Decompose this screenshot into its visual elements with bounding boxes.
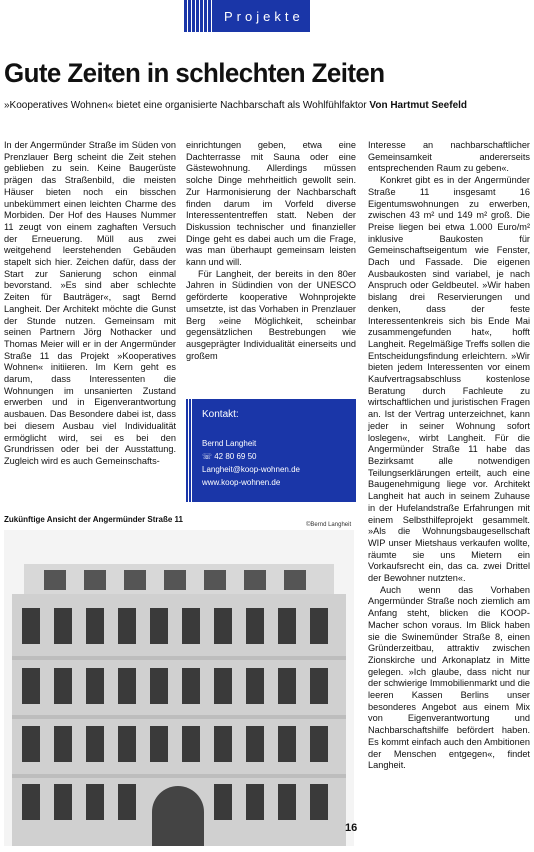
window bbox=[118, 608, 136, 644]
window bbox=[278, 608, 296, 644]
window bbox=[310, 784, 328, 820]
section-label: Projekte bbox=[224, 9, 304, 24]
dormer-window bbox=[124, 570, 146, 590]
window bbox=[54, 668, 72, 704]
dormer-window bbox=[44, 570, 66, 590]
window bbox=[182, 726, 200, 762]
section-band bbox=[184, 0, 310, 32]
window bbox=[278, 784, 296, 820]
page-number: 16 bbox=[345, 822, 358, 834]
dormer-window bbox=[244, 570, 266, 590]
window bbox=[150, 726, 168, 762]
window bbox=[278, 726, 296, 762]
contact-heading: Kontakt: bbox=[202, 409, 239, 420]
window bbox=[182, 668, 200, 704]
window bbox=[22, 784, 40, 820]
window bbox=[54, 784, 72, 820]
dormer-window bbox=[164, 570, 186, 590]
column-3 bbox=[368, 140, 530, 772]
window bbox=[54, 726, 72, 762]
window bbox=[246, 608, 264, 644]
photo-credit: ©Bernd Langheit bbox=[306, 522, 352, 528]
window bbox=[22, 608, 40, 644]
window bbox=[118, 668, 136, 704]
contact-name: Bernd Langheit bbox=[202, 439, 257, 448]
window bbox=[214, 668, 232, 704]
building-illustration bbox=[4, 530, 354, 846]
dormer-window bbox=[204, 570, 226, 590]
window bbox=[118, 726, 136, 762]
col2-para-a: einrichtungen geben, etwa eine Dachterrasse mit Sauna oder eine Gästewohnung. Allerdings müssen solche Dinge mehrheitlich gewollt sein. Zur Harmonisierung der Nachbarschaft finden darum im Vorfeld diverse Interessententreffen statt. Neben der Diskussion technischer und finanzieller Dinge geht es dabei auch um die Frage, was man überhaupt gemeinsam leisten kann und will. bbox=[186, 140, 356, 268]
window bbox=[214, 726, 232, 762]
window bbox=[86, 726, 104, 762]
window bbox=[214, 784, 232, 820]
window bbox=[150, 668, 168, 704]
window bbox=[310, 608, 328, 644]
dormer-window bbox=[84, 570, 106, 590]
subline bbox=[4, 100, 467, 111]
subline-text: »Kooperatives Wohnen« bietet eine organisierte Nachbarschaft als Wohlfühlfaktor bbox=[4, 100, 367, 111]
contact-email[interactable]: Langheit@koop-wohnen.de bbox=[202, 465, 300, 474]
contact-web[interactable]: www.koop-wohnen.de bbox=[202, 478, 281, 487]
window bbox=[310, 726, 328, 762]
window bbox=[118, 784, 136, 820]
contact-stripes bbox=[186, 399, 194, 502]
window bbox=[246, 726, 264, 762]
window bbox=[214, 608, 232, 644]
entrance-door bbox=[152, 786, 204, 846]
contact-phone: ☏ 42 80 69 50 bbox=[202, 452, 257, 461]
contact-box bbox=[186, 399, 356, 502]
window bbox=[86, 784, 104, 820]
band-stripes bbox=[184, 0, 214, 32]
window bbox=[86, 668, 104, 704]
window bbox=[278, 668, 296, 704]
col2-para-b: Für Langheit, der bereits in den 80er Jahren in Südindien von der UNESCO geförderte kooperative Wohnprojekte umsetzte, ist das Vorhaben in Prenzlauer Berg »eine Möglichkeit, scheinbar gegensätzlichen Bestrebungen wie ausgeprägter Individualität einerseits und großem bbox=[186, 268, 356, 361]
dormer-window bbox=[284, 570, 306, 590]
col3-para-a: Interesse an nachbarschaftlicher Gemeinsamkeit andererseits entsprechenden Raum zu geben«. bbox=[368, 140, 530, 174]
author: Von Hartmut Seefeld bbox=[369, 100, 468, 111]
window bbox=[182, 608, 200, 644]
window bbox=[54, 608, 72, 644]
window bbox=[246, 668, 264, 704]
col3-para-c: Auch wenn das Vorhaben Angermünder Straße noch ziemlich am Anfang steht, blicken die KOOP-Macher schon voraus. Im Blick haben sie die Swinemünder Straße 8, einen Gründerzeitbau, attraktiv zwischen Zionskirche und Arkonaplatz in Mitte gelegen. »Ich glaube, dass nicht nur der schwierige Immobilienmarkt und die leeren Kassen Berlins unser besonderes Angebot aus einem Mix von Eigenverantwortung und Nachbarschaftshilfe befördert haben. Es kommt einfach auch den Ambitionen der Menschen entgegen«, findet Langheit. bbox=[368, 584, 530, 771]
window bbox=[150, 608, 168, 644]
column-1 bbox=[4, 140, 176, 468]
col1-text: In der Angermünder Straße im Süden von Prenzlauer Berg scheint die Zeit stehen geblieben zu sein. Keine Baugerüste prägen das Straßenbild, die meisten Häuser bieten noch ein bisschen unbekümmert einen leichten Charme des Morbiden. Der Hof des Hauses Nummer 11 zeugt von einem zaghaften Versuch der Erneuerung. Müll aus zwei weitgehend leerstehenden Gebäuden stapelt sich hier. Zeichen dafür, dass der Start zur Sanierung schon einmal bevorstand. »Es sind aber schlechte Zeiten für Bauträger«, sagt Bernd Langheit. Der Architekt möchte die Gunst der Stunde nutzen. Gemeinsam mit seinen Partnern Jörg Nothacker und Thomas Meier will er in der Angermünder Straße 11 das Projekt »Kooperatives Wohnen« initiieren. Im Kern geht es darum, dass Interessenten die Wohnungen im unsanierten Zustand erwerben und in Eigenverantwortung ausbauen. Das Besondere dabei ist, dass bei diesem Ausbau viel Individualität ermöglicht wird, sei es bei den Grundrissen oder bei der Ausstattung. Zugleich wird es auch Gemeinschafts- bbox=[4, 140, 176, 466]
window bbox=[22, 668, 40, 704]
window bbox=[246, 784, 264, 820]
column-2 bbox=[186, 140, 356, 362]
col3-para-b: Konkret gibt es in der Angermünder Straße 11 insgesamt 16 Eigentumswohnungen zu erwerben, zwischen 43 m² und 149 m² groß. Die Preise liegen bei etwa 1.000 Euro/m² inklusive Baukosten für Gemeinschaftseigentum wie Fenster, Dach und Fassade. Die eigenen Ausbaukosten sind variabel, je nach Anspruch oder Geldbeutel. »Wir haben bislang drei Reservierungen und denken, dass der feste Interessentenkreis sich bis Ende Mai zusammengefunden hat«, hofft Langheit. Regelmäßige Treffs sollen die Entscheidungsfindung erleichtern. »Wir bieten jedem Interessenten vor einem Kaufvertragsabschluss kostenlose Beratung durch Fachleute zu wirtschaftlichen und juristischen Fragen an. Ist der Vertrag unterzeichnet, kann jeder in seiner Wohnung sofort loslegen«, wirbt Langheit. Für die Angermünder Straße 11 habe das Bezirksamt alle notwendigen Teilungserklärungen erteilt, auch eine Baugenehmigung liege vor. Architekt Langheit hat auch in seinem Zuhause in der Hufelandstraße Erfahrungen mit einem Selbsthilfeprojekt gesammelt. »Als die Wohnungsbaugesellschaft WIP unser Mietshaus verkaufen wollte, räumte sie uns Mietern ein Vorkaufsrecht ein, das ca. zwei Drittel der Bewohner nutzten«. bbox=[368, 175, 530, 584]
window bbox=[310, 668, 328, 704]
window bbox=[86, 608, 104, 644]
window bbox=[22, 726, 40, 762]
headline: Gute Zeiten in schlechten Zeiten bbox=[4, 58, 385, 88]
photo-caption: Zukünftige Ansicht der Angermünder Straße 11 bbox=[4, 515, 183, 524]
